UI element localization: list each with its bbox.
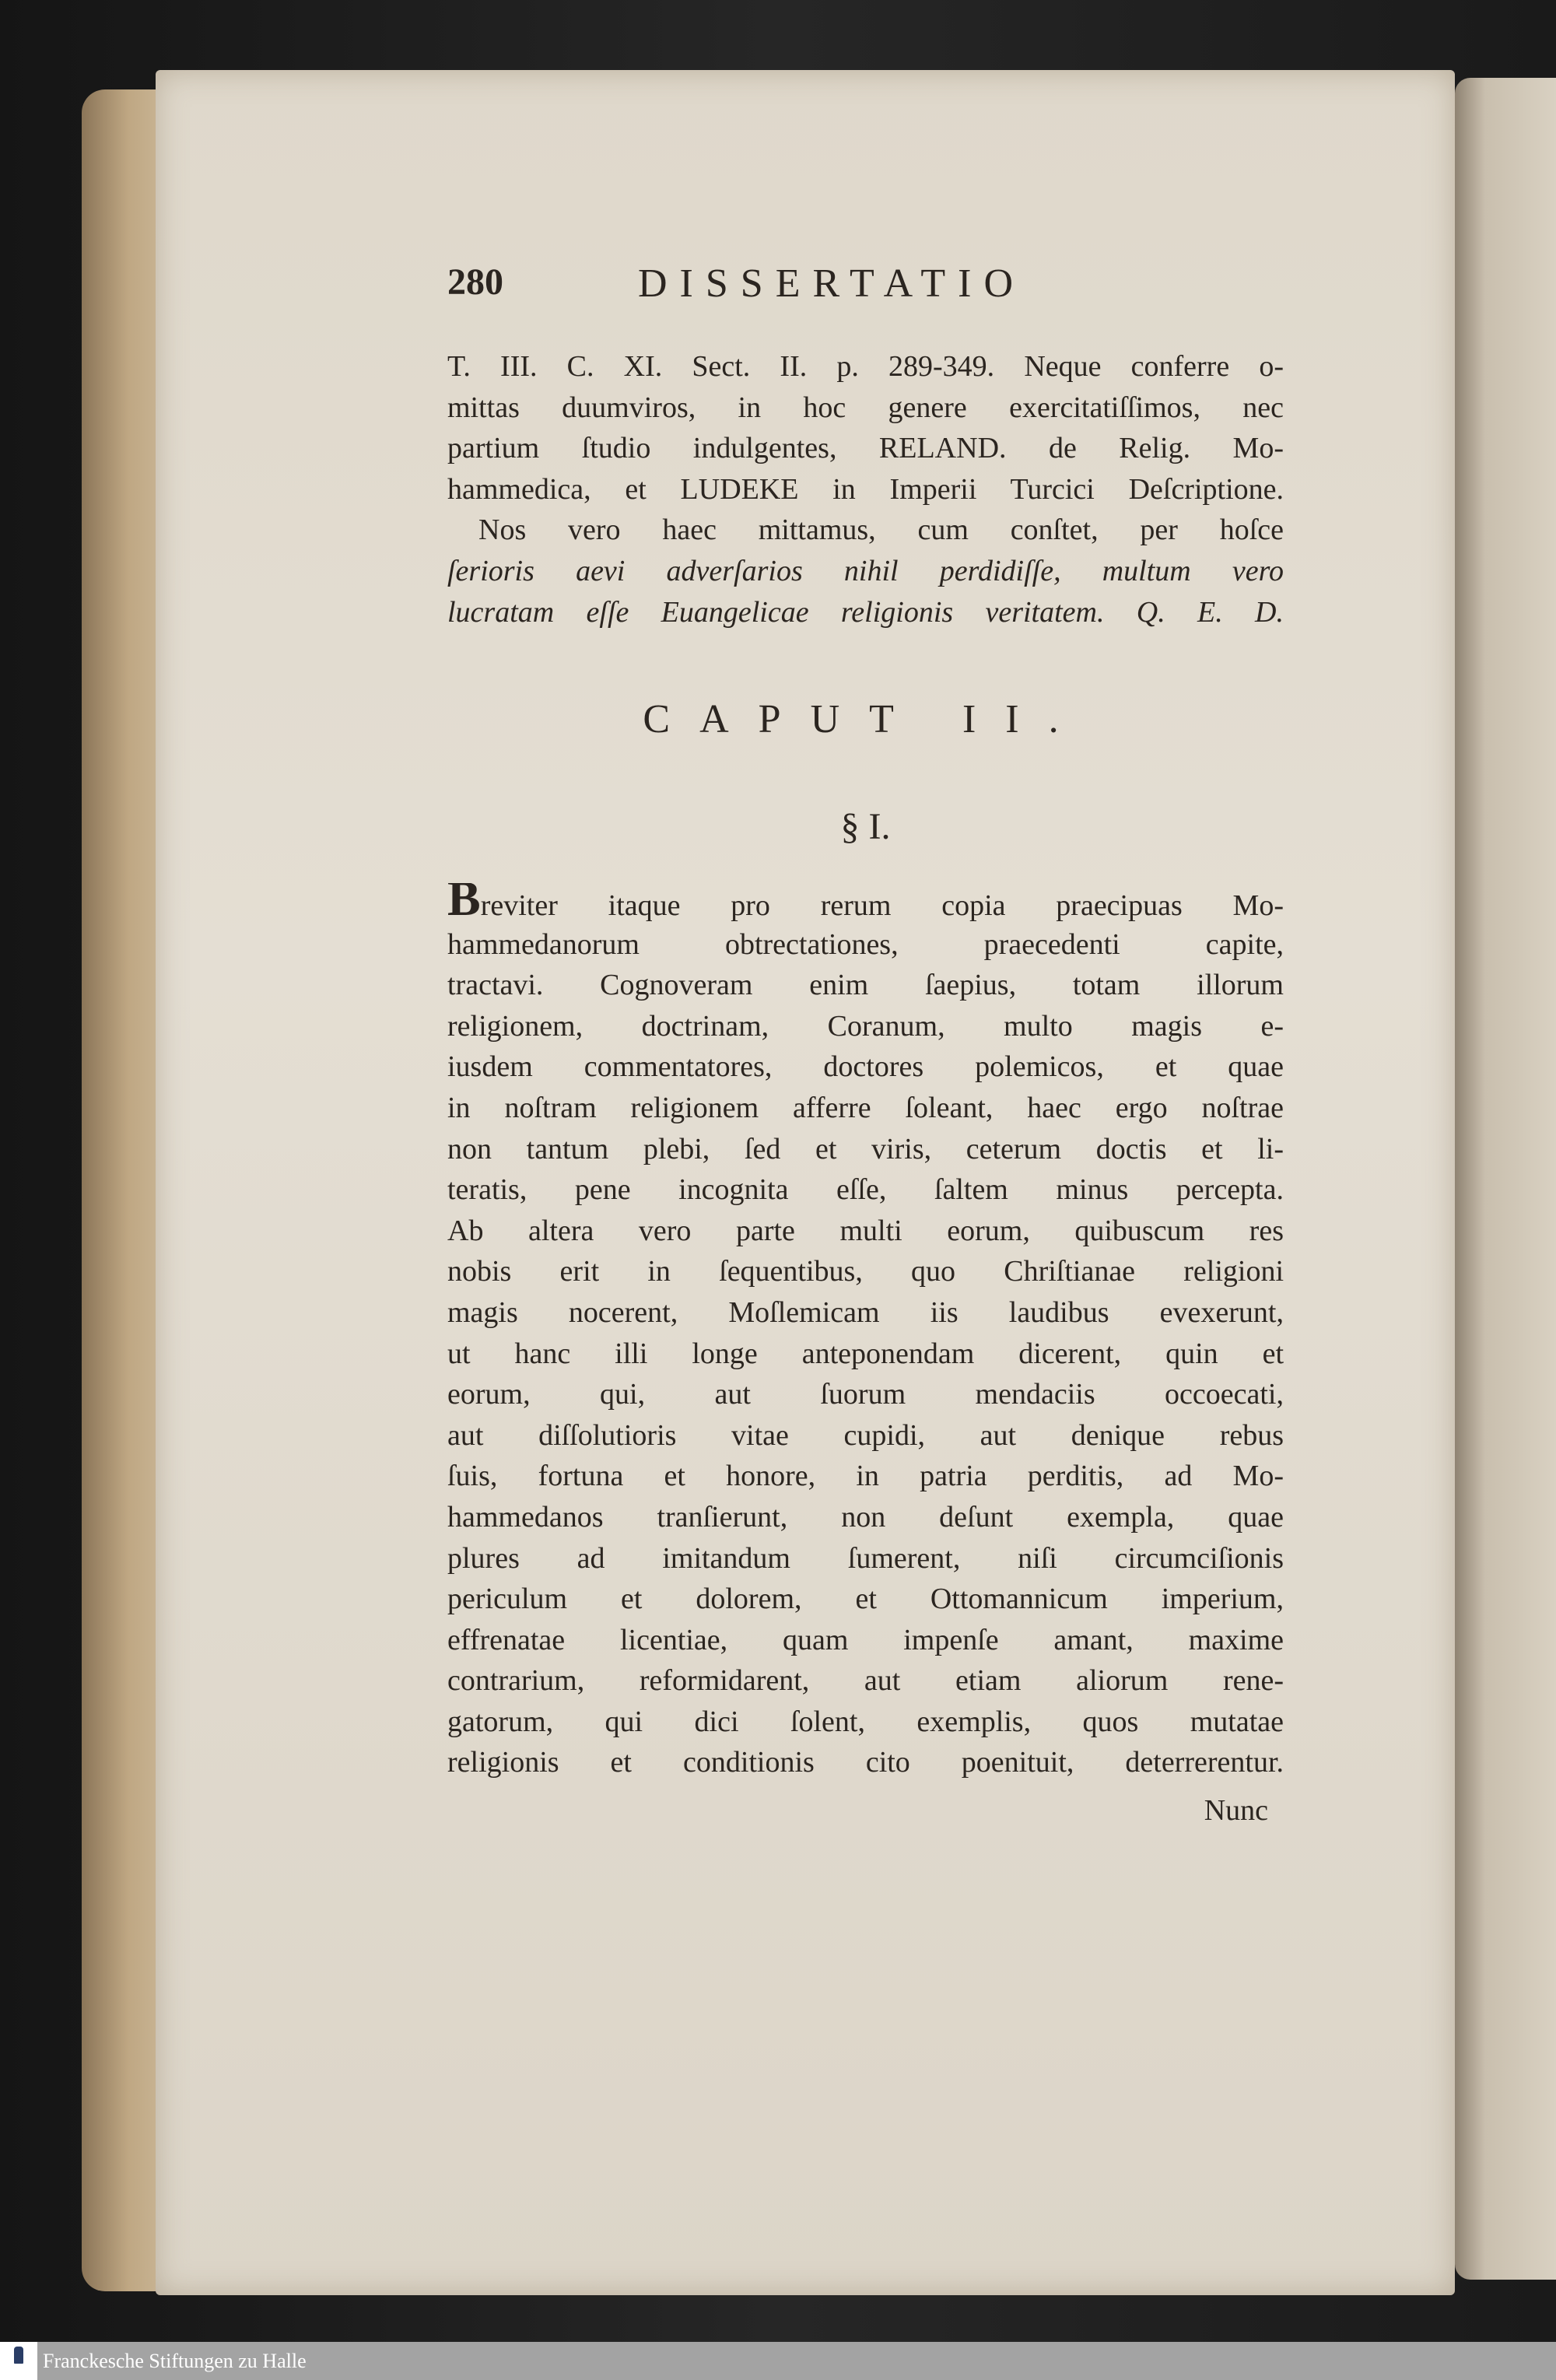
institution-logo[interactable] bbox=[0, 2342, 37, 2380]
text-line: gatorum, qui dici ſolent, exemplis, quos mutatae bbox=[447, 1705, 1284, 1738]
text-line: mittas duumviros, in hoc genere exercitatiſſimos, nec bbox=[447, 391, 1284, 424]
text-line: magis nocerent, Moſlemicam iis laudibus evexerunt, bbox=[447, 1295, 1284, 1329]
institution-name: Franckesche Stiftungen zu Halle bbox=[43, 2350, 307, 2372]
text-line: ſerioris aevi adverſarios nihil perdidiſſe, multum vero bbox=[447, 554, 1284, 587]
text-line: effrenatae licentiae, quam impenſe amant, maxime bbox=[447, 1623, 1284, 1656]
text-line: religionem, doctrinam, Coranum, multo magis e- bbox=[447, 1009, 1284, 1043]
text-line: religionis et conditionis cito poenituit, deterrerentur. bbox=[447, 1746, 1284, 1779]
catchword: Nunc bbox=[1204, 1794, 1268, 1827]
text-line: hammedanos tranſierunt, non deſunt exempla, quae bbox=[447, 1500, 1284, 1534]
text-line: eorum, qui, aut ſuorum mendaciis occoecati, bbox=[447, 1378, 1284, 1411]
text-line: lucratam eſſe Euangelicae religionis veritatem. Q. E. D. bbox=[447, 595, 1284, 629]
logo-figure-icon bbox=[14, 2347, 23, 2364]
text-line: Breviter itaque pro rerum copia praecipuas Mo- bbox=[447, 883, 1284, 924]
text-line: non tantum plebi, ſed et viris, ceterum doctis et li- bbox=[447, 1132, 1284, 1165]
text-line: hammedica, et LUDEKE in Imperii Turcici Deſcriptione. bbox=[447, 472, 1284, 506]
text-line: ut hanc illi longe anteponendam dicerent, quin et bbox=[447, 1337, 1284, 1370]
facing-page-edge bbox=[1455, 78, 1556, 2280]
text-line: in noſtram religionem afferre ſoleant, haec ergo noſtrae bbox=[447, 1091, 1284, 1124]
text-line: teratis, pene incognita eſſe, ſaltem minus percepta. bbox=[447, 1173, 1284, 1207]
text-line: periculum et dolorem, et Ottomannicum imperium, bbox=[447, 1583, 1284, 1616]
text-line: tractavi. Cognoveram enim ſaepius, totam illorum bbox=[447, 969, 1284, 1002]
page-number: 280 bbox=[447, 261, 503, 303]
running-head: DISSERTATIO bbox=[638, 261, 1026, 306]
text-line: nobis erit in ſequentibus, quo Chriſtianae religioni bbox=[447, 1255, 1284, 1288]
chapter-heading: CAPUT II. bbox=[643, 697, 1088, 741]
text-line: T. III. C. XI. Sect. II. p. 289-349. Neque conferre o- bbox=[447, 350, 1284, 383]
text-line: contrarium, reformidarent, aut etiam aliorum rene- bbox=[447, 1664, 1284, 1698]
text-line: aut diſſolutioris vitae cupidi, aut denique rebus bbox=[447, 1418, 1284, 1452]
footer-bar bbox=[0, 2342, 1556, 2380]
text-line: partium ſtudio indulgentes, RELAND. de Relig. Mo- bbox=[447, 432, 1284, 465]
text-line: Nos vero haec mittamus, cum conſtet, per hoſce bbox=[478, 514, 1284, 547]
body-paragraph bbox=[447, 883, 1284, 1783]
text-line: iusdem commentatores, doctores polemicos, et quae bbox=[447, 1050, 1284, 1084]
text-line: hammedanorum obtrectationes, praecedenti capite, bbox=[447, 927, 1284, 961]
drop-cap: B bbox=[447, 883, 481, 924]
text-line: Ab altera vero parte multi eorum, quibuscum res bbox=[447, 1214, 1284, 1247]
top-paragraph bbox=[447, 346, 1284, 633]
text-line: ſuis, fortuna et honore, in patria perditis, ad Mo- bbox=[447, 1460, 1284, 1493]
text-line: plures ad imitandum ſumerent, niſi circumciſionis bbox=[447, 1541, 1284, 1575]
page-header bbox=[447, 261, 1284, 315]
section-heading: § I. bbox=[840, 806, 891, 847]
